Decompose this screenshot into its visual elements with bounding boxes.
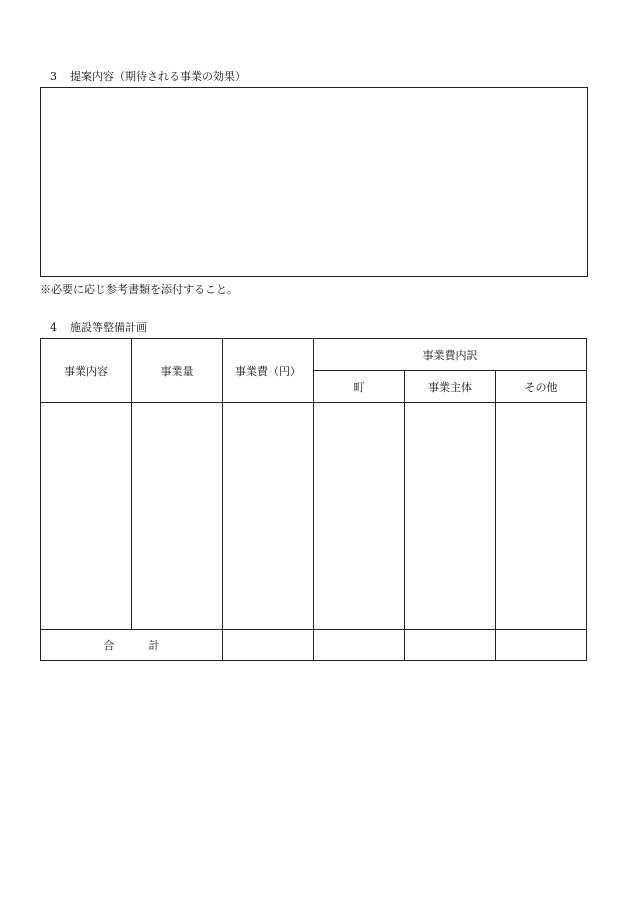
facility-plan-table	[40, 338, 587, 661]
table-row	[41, 403, 587, 630]
section3-title: 提案内容（期待される事業の効果）	[70, 70, 246, 83]
section3-heading	[50, 70, 246, 84]
total-operator-cell[interactable]	[405, 630, 496, 661]
attachment-note: ※必要に応じ参考書類を添付すること。	[40, 283, 238, 296]
total-town-cell[interactable]	[314, 630, 405, 661]
cell-other[interactable]	[496, 403, 587, 630]
header-other: その他	[496, 371, 587, 403]
cell-project-quantity[interactable]	[132, 403, 223, 630]
header-cost-breakdown: 事業費内訳	[314, 339, 587, 371]
section4-heading	[50, 321, 147, 335]
table-header-row	[41, 339, 587, 371]
proposal-content-box[interactable]	[40, 87, 588, 277]
cell-operator[interactable]	[405, 403, 496, 630]
total-label-part2: 計	[148, 639, 160, 652]
total-row	[41, 630, 587, 661]
section4-title: 施設等整備計画	[70, 321, 147, 334]
section3-number: 3	[50, 70, 57, 83]
header-town: 町	[314, 371, 405, 403]
cell-project-cost[interactable]	[223, 403, 314, 630]
section4-number: 4	[50, 321, 57, 334]
total-cost-cell[interactable]	[223, 630, 314, 661]
total-other-cell[interactable]	[496, 630, 587, 661]
header-project-content: 事業内容	[41, 339, 132, 403]
header-project-cost: 事業費（円）	[223, 339, 314, 403]
total-label-part1: 合	[103, 639, 115, 652]
cell-project-content[interactable]	[41, 403, 132, 630]
header-operator: 事業主体	[405, 371, 496, 403]
header-project-quantity: 事業量	[132, 339, 223, 403]
total-label	[41, 630, 223, 661]
cell-town[interactable]	[314, 403, 405, 630]
